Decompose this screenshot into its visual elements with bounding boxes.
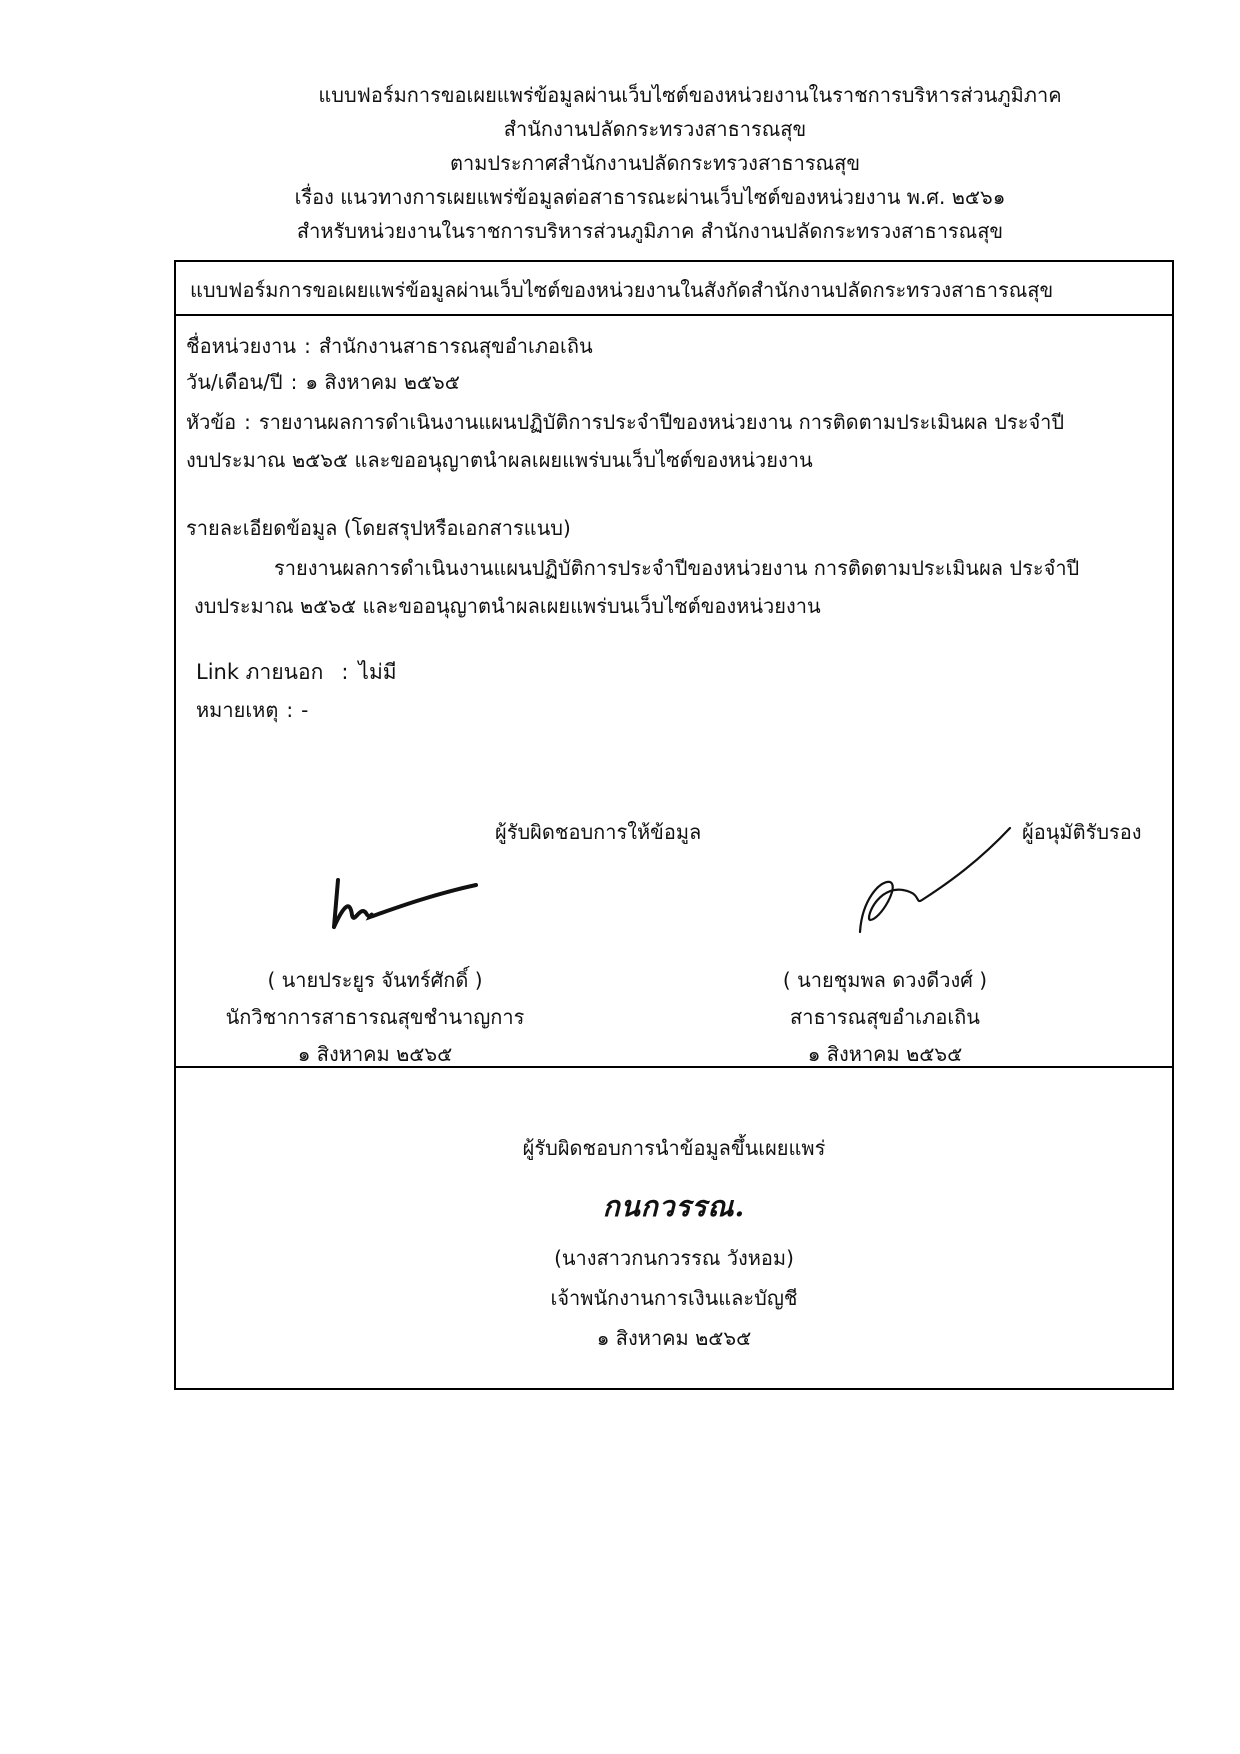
- header-line-3: ตามประกาศสำนักงานปลัดกระทรวงสาธารณสุข: [449, 151, 860, 175]
- publisher-date: ๑ สิงหาคม ๒๕๖๕: [596, 1326, 752, 1350]
- form-title: แบบฟอร์มการขอเผยแพร่ข้อมูลผ่านเว็บไซต์ของหน่วยงานในสังกัดสำนักงานปลัดกระทรวงสาธารณสุข: [190, 278, 1054, 302]
- agency-row: [186, 330, 593, 362]
- topic-value-line-2: งบประมาณ ๒๕๖๕ และขออนุญาตนำผลเผยแพร่บนเว็บไซต์ของหน่วยงาน: [186, 448, 813, 472]
- date-colon: :: [290, 370, 298, 394]
- left-signer-date: ๑ สิงหาคม ๒๕๖๕: [297, 1042, 453, 1066]
- agency-value: สำนักงานสาธารณสุขอำเภอเถิน: [318, 334, 593, 358]
- topic-colon: :: [244, 410, 251, 434]
- details-label: รายละเอียดข้อมูล (โดยสรุปหรือเอกสารแนบ): [186, 516, 571, 540]
- link-row: [196, 656, 397, 689]
- form-title-section: [176, 262, 1172, 316]
- right-signer-block: [760, 962, 1010, 1073]
- details-line-1: รายงานผลการดำเนินงานแผนปฏิบัติการประจำปีของหน่วยงาน การติดตามประเมินผล ประจำปี: [274, 556, 1080, 580]
- right-signature-image: [850, 820, 1020, 940]
- date-label: วัน/เดือน/ปี: [186, 370, 283, 394]
- right-signer-position: สาธารณสุขอำเภอเถิน: [790, 1005, 980, 1029]
- link-label: Link ภายนอก: [196, 660, 324, 684]
- topic-value-line-1: รายงานผลการดำเนินงานแผนปฏิบัติการประจำปีของหน่วยงาน การติดตามประเมินผล ประจำปี: [258, 410, 1065, 434]
- date-value: ๑ สิงหาคม ๒๕๖๕: [305, 370, 460, 394]
- right-signer-date: ๑ สิงหาคม ๒๕๖๕: [807, 1042, 963, 1066]
- header-line-5: สำหรับหน่วยงานในราชการบริหารส่วนภูมิภาค สำนักงานปลัดกระทรวงสาธารณสุข: [296, 219, 1004, 243]
- date-row: [186, 366, 460, 398]
- details-line-2: งบประมาณ ๒๕๖๕ และขออนุญาตนำผลเผยแพร่บนเว็บไซต์ของหน่วยงาน: [194, 594, 821, 618]
- topic-label: หัวข้อ: [186, 410, 237, 434]
- publisher-position: เจ้าพนักงานการเงินและบัญชี: [550, 1286, 798, 1310]
- remark-label: หมายเหตุ: [196, 698, 279, 722]
- left-signer-name: ( นายประยูร จันทร์ศักดิ์ ): [267, 968, 483, 992]
- header-line-4: เรื่อง แนวทางการเผยแพร่ข้อมูลต่อสาธารณะผ่านเว็บไซต์ของหน่วยงาน พ.ศ. ๒๕๖๑: [294, 185, 1006, 209]
- agency-label: ชื่อหน่วยงาน: [186, 334, 297, 358]
- left-signer-role: ผู้รับผิดชอบการให้ข้อมูล: [495, 820, 702, 844]
- header-line-1: แบบฟอร์มการขอเผยแพร่ข้อมูลผ่านเว็บไซต์ของหน่วยงานในราชการบริหารส่วนภูมิภาค: [318, 83, 1062, 107]
- right-signer-role: ผู้อนุมัติรับรอง: [1022, 820, 1142, 844]
- left-signer-block: [220, 962, 530, 1073]
- topic-row: [186, 406, 1064, 438]
- remark-colon: :: [286, 698, 294, 722]
- publisher-signature: กนกวรรณ.: [602, 1190, 746, 1223]
- left-signature-image: [330, 855, 480, 935]
- publisher-block: [174, 1238, 1174, 1358]
- header-line-2: สำนักงานปลัดกระทรวงสาธารณสุข: [503, 117, 807, 141]
- topic-row-2: [186, 444, 813, 476]
- left-signer-position: นักวิชาการสาธารณสุขชำนาญการ: [225, 1005, 525, 1029]
- publisher-role: ผู้รับผิดชอบการนำข้อมูลขึ้นเผยแพร่: [522, 1136, 826, 1160]
- link-value: ไม่มี: [358, 660, 397, 684]
- remark-row: [196, 694, 308, 726]
- remark-value: -: [301, 698, 309, 722]
- link-colon: :: [341, 660, 349, 684]
- document-header: [0, 78, 1240, 248]
- publisher-name: (นางสาวกนกวรรณ วังหอม): [554, 1246, 794, 1270]
- agency-colon: :: [304, 334, 311, 358]
- form-info-section: [176, 316, 1172, 1068]
- right-signer-name: ( นายชุมพล ดวงดีวงศ์ ): [782, 968, 988, 992]
